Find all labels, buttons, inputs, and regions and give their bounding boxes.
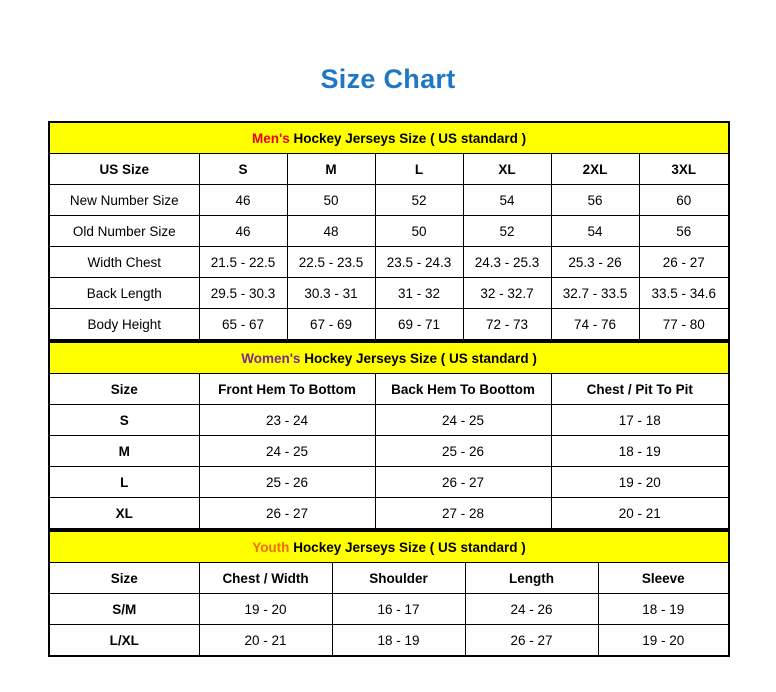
womens-cell: 25 - 26: [375, 436, 551, 467]
womens-cell: 26 - 27: [375, 467, 551, 498]
mens-header-cell: US Size: [49, 154, 199, 185]
table-row: [49, 309, 729, 341]
table-row: [49, 498, 729, 530]
youth-size-table: [48, 530, 730, 657]
youth-header-cell: Sleeve: [598, 563, 729, 594]
womens-header-cell: Back Hem To Boottom: [375, 374, 551, 405]
page-title: Size Chart: [320, 64, 456, 94]
womens-cell: 24 - 25: [375, 405, 551, 436]
womens-cell: 24 - 25: [199, 436, 375, 467]
mens-cell: 67 - 69: [287, 309, 375, 341]
mens-cell: 24.3 - 25.3: [463, 247, 551, 278]
table-row: [49, 436, 729, 467]
womens-cell: 20 - 21: [551, 498, 729, 530]
womens-header-cell: Size: [49, 374, 199, 405]
mens-row-label: Back Length: [49, 278, 199, 309]
youth-row-label: L/XL: [49, 625, 199, 657]
table-row: [49, 594, 729, 625]
mens-cell: 54: [551, 216, 639, 247]
mens-header-cell: XL: [463, 154, 551, 185]
mens-cell: 29.5 - 30.3: [199, 278, 287, 309]
youth-cell: 18 - 19: [598, 594, 729, 625]
mens-cell: 50: [375, 216, 463, 247]
womens-cell: 26 - 27: [199, 498, 375, 530]
womens-cell: 25 - 26: [199, 467, 375, 498]
youth-cell: 20 - 21: [199, 625, 332, 657]
womens-cell: 19 - 20: [551, 467, 729, 498]
mens-cell: 22.5 - 23.5: [287, 247, 375, 278]
mens-cell: 74 - 76: [551, 309, 639, 341]
mens-row-label: Width Chest: [49, 247, 199, 278]
mens-row-label: New Number Size: [49, 185, 199, 216]
table-row: [49, 185, 729, 216]
youth-header-cell: Chest / Width: [199, 563, 332, 594]
youth-cell: 16 - 17: [332, 594, 465, 625]
womens-banner: [49, 342, 729, 374]
womens-banner-rest: Hockey Jerseys Size ( US standard ): [300, 350, 537, 366]
mens-cell: 77 - 80: [639, 309, 729, 341]
womens-cell: 27 - 28: [375, 498, 551, 530]
mens-header-cell: 2XL: [551, 154, 639, 185]
mens-cell: 65 - 67: [199, 309, 287, 341]
youth-header-row: [49, 563, 729, 594]
youth-banner: [49, 531, 729, 563]
mens-row-label: Old Number Size: [49, 216, 199, 247]
mens-cell: 33.5 - 34.6: [639, 278, 729, 309]
mens-header-cell: M: [287, 154, 375, 185]
mens-banner: [49, 122, 729, 154]
mens-header-cell: 3XL: [639, 154, 729, 185]
mens-cell: 69 - 71: [375, 309, 463, 341]
youth-banner-row: [49, 531, 729, 563]
table-row: [49, 278, 729, 309]
womens-row-label: L: [49, 467, 199, 498]
youth-header-cell: Length: [465, 563, 598, 594]
mens-size-table: [48, 121, 730, 341]
table-row: [49, 216, 729, 247]
youth-banner-rest: Hockey Jerseys Size ( US standard ): [289, 539, 526, 555]
mens-banner-rest: Hockey Jerseys Size ( US standard ): [289, 130, 527, 146]
mens-cell: 60: [639, 185, 729, 216]
youth-cell: 19 - 20: [598, 625, 729, 657]
womens-size-table: [48, 341, 730, 530]
table-row: [49, 405, 729, 436]
table-row: [49, 467, 729, 498]
youth-header-cell: Shoulder: [332, 563, 465, 594]
womens-header-cell: Chest / Pit To Pit: [551, 374, 729, 405]
youth-cell: 18 - 19: [332, 625, 465, 657]
youth-banner-accent: Youth: [252, 539, 290, 555]
mens-cell: 26 - 27: [639, 247, 729, 278]
mens-cell: 54: [463, 185, 551, 216]
mens-cell: 31 - 32: [375, 278, 463, 309]
mens-cell: 30.3 - 31: [287, 278, 375, 309]
mens-cell: 72 - 73: [463, 309, 551, 341]
youth-row-label: S/M: [49, 594, 199, 625]
mens-header-cell: S: [199, 154, 287, 185]
mens-cell: 46: [199, 216, 287, 247]
youth-cell: 24 - 26: [465, 594, 598, 625]
mens-cell: 56: [551, 185, 639, 216]
womens-cell: 17 - 18: [551, 405, 729, 436]
youth-header-cell: Size: [49, 563, 199, 594]
mens-banner-accent: Men's: [252, 130, 290, 146]
womens-cell: 18 - 19: [551, 436, 729, 467]
womens-banner-row: [49, 342, 729, 374]
mens-cell: 25.3 - 26: [551, 247, 639, 278]
mens-row-label: Body Height: [49, 309, 199, 341]
womens-header-row: [49, 374, 729, 405]
youth-cell: 19 - 20: [199, 594, 332, 625]
mens-cell: 23.5 - 24.3: [375, 247, 463, 278]
mens-banner-row: [49, 122, 729, 154]
mens-cell: 32 - 32.7: [463, 278, 551, 309]
mens-cell: 52: [463, 216, 551, 247]
mens-cell: 32.7 - 33.5: [551, 278, 639, 309]
mens-cell: 48: [287, 216, 375, 247]
mens-cell: 21.5 - 22.5: [199, 247, 287, 278]
table-row: [49, 247, 729, 278]
mens-header-cell: L: [375, 154, 463, 185]
womens-banner-accent: Women's: [241, 350, 301, 366]
womens-cell: 23 - 24: [199, 405, 375, 436]
womens-row-label: S: [49, 405, 199, 436]
mens-cell: 56: [639, 216, 729, 247]
womens-header-cell: Front Hem To Bottom: [199, 374, 375, 405]
table-row: [49, 625, 729, 657]
mens-header-row: [49, 154, 729, 185]
womens-row-label: M: [49, 436, 199, 467]
womens-row-label: XL: [49, 498, 199, 530]
mens-cell: 52: [375, 185, 463, 216]
mens-cell: 46: [199, 185, 287, 216]
youth-cell: 26 - 27: [465, 625, 598, 657]
mens-cell: 50: [287, 185, 375, 216]
tables-container: [48, 93, 728, 657]
